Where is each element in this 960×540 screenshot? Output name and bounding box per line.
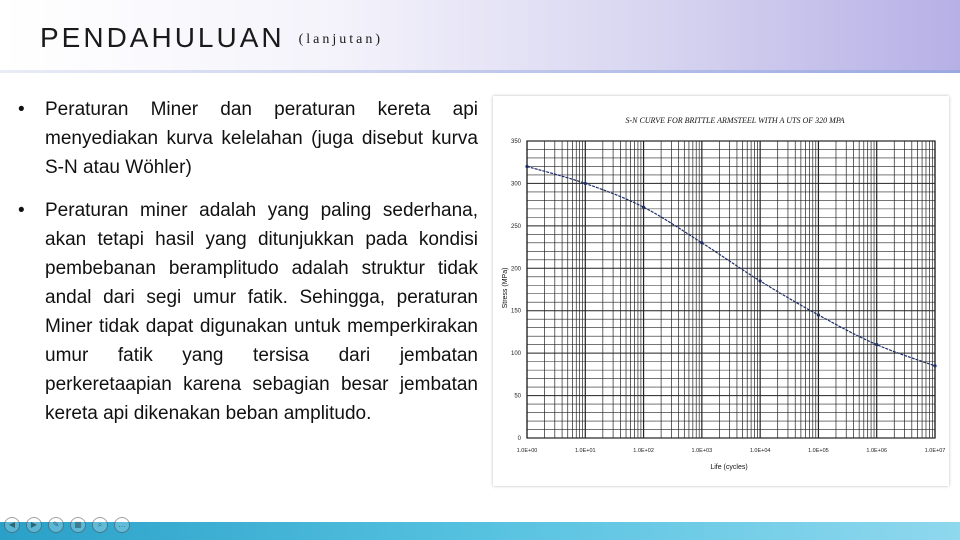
slide-title-suffix: (lanjutan) (298, 31, 384, 47)
y-tick-label: 300 (510, 181, 521, 188)
y-tick-label: 250 (510, 223, 521, 230)
more-icon[interactable]: … (114, 517, 130, 533)
header-divider (0, 70, 960, 73)
bullet-icon: • (18, 200, 25, 221)
y-tick-label: 50 (514, 393, 521, 400)
y-tick-label: 350 (510, 139, 521, 145)
data-point (584, 182, 587, 185)
footer-band (0, 522, 960, 540)
slide-title (40, 22, 383, 54)
x-tick-label: 1.0E+04 (749, 448, 771, 454)
chart-title: S-N CURVE FOR BRITTLE ARMSTEEL WITH A UTS OF 320 MPA (625, 116, 845, 125)
pen-icon[interactable]: ✎ (48, 517, 64, 533)
bullet-item (18, 196, 478, 428)
bullet-text: Peraturan Miner dan peraturan kereta api menyediakan kurva kelelahan (juga disebut kurva S-N atau Wöhler) (45, 99, 478, 178)
x-tick-label: 1.0E+07 (924, 448, 946, 454)
bullet-text: Peraturan miner adalah yang paling sederhana, akan tetapi hasil yang ditunjukkan pada kondisi pembebanan beramplitudo adalah struktur tidak andal dari segi umur fatik. Sehingga, peraturan Miner tidak dapat digunakan untuk memperkirakan umur fatik yang tersisa dari jembatan perkeretaapian karena sebagian besar jembatan kereta api dikenakan beban amplitudo. (45, 200, 478, 424)
bullet-icon: • (18, 99, 25, 120)
data-point (642, 206, 645, 209)
bullet-list (18, 95, 478, 442)
x-tick-label: 1.0E+05 (808, 448, 829, 454)
data-point (700, 241, 703, 244)
y-tick-label: 200 (510, 266, 521, 273)
chart-grid (527, 141, 935, 438)
x-tick-label: 1.0E+01 (574, 448, 596, 454)
presentation-controls (4, 517, 130, 533)
x-axis-label: Life (cycles) (710, 464, 748, 471)
y-axis-label: Stress (MPa) (502, 267, 509, 309)
zoom-icon[interactable]: ⌕ (92, 517, 108, 533)
x-tick-label: 1.0E+00 (516, 448, 538, 454)
chart-series (525, 165, 936, 368)
slide-title-main: PENDAHULUAN (40, 22, 285, 53)
data-point (759, 279, 762, 282)
y-tick-label: 150 (510, 308, 521, 315)
data-point (875, 343, 878, 346)
x-tick-label: 1.0E+02 (633, 448, 654, 454)
data-point (525, 165, 528, 168)
bullet-item (18, 95, 478, 182)
back-icon[interactable]: ◀ (4, 517, 20, 533)
y-tick-label: 100 (510, 351, 521, 358)
data-point (933, 364, 936, 367)
y-tick-label: 0 (517, 436, 521, 442)
forward-icon[interactable]: ▶ (26, 517, 42, 533)
data-point (817, 313, 820, 316)
chart-canvas (493, 96, 949, 486)
x-tick-label: 1.0E+03 (691, 448, 713, 454)
x-tick-label: 1.0E+06 (866, 448, 888, 454)
slides-icon[interactable]: ▦ (70, 517, 86, 533)
sn-curve-chart (493, 96, 949, 486)
